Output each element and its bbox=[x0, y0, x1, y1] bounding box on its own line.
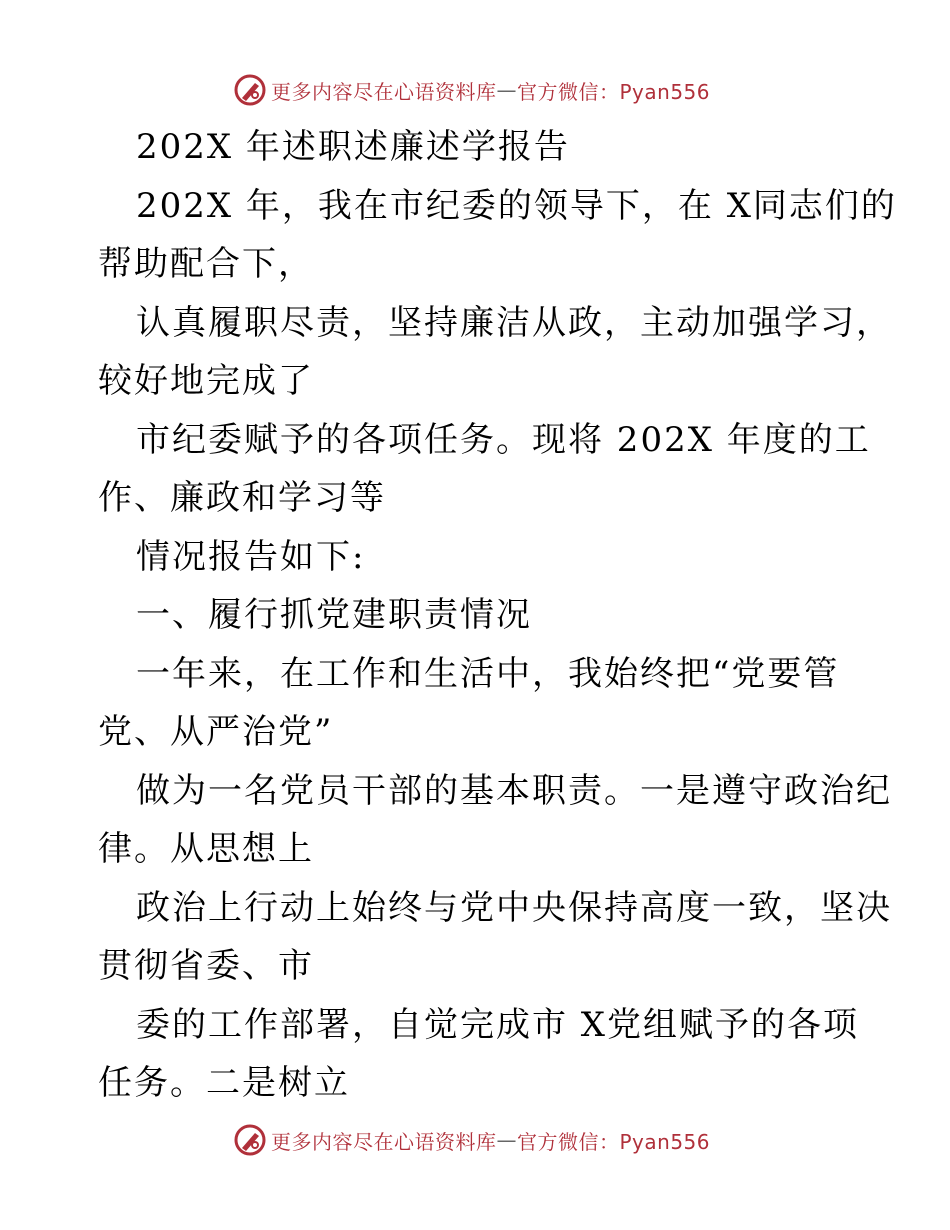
banner-text: 更多内容尽在心语资料库 bbox=[271, 1129, 497, 1154]
document-line: 情况报告如下: bbox=[136, 536, 366, 577]
document-line: 一、履行抓党建职责情况 bbox=[136, 595, 532, 635]
document-line: 政治上行动上始终与党中央保持高度一致，坚决 bbox=[136, 887, 892, 928]
document-line: 202X 年，我在市纪委的领导下，在 X同志们的 bbox=[136, 185, 897, 226]
document-line: 一年来，在工作和生活中，我始终把“党要管 bbox=[136, 653, 840, 694]
header-banner bbox=[233, 70, 710, 110]
document-line: 认真履职尽责，坚持廉洁从政，主动加强学习， bbox=[136, 302, 892, 343]
document-line: 市纪委赋予的各项任务。现将 202X 年度的工 bbox=[136, 419, 871, 460]
document-body bbox=[98, 118, 898, 1113]
footer-banner bbox=[233, 1120, 710, 1160]
document-line: 委的工作部署，自觉完成市 X党组赋予的各项 bbox=[136, 1004, 860, 1045]
document-line: 贯彻省委、市 bbox=[98, 946, 314, 986]
banner-separator: — bbox=[496, 1128, 517, 1152]
document-line: 作、廉政和学习等 bbox=[98, 478, 386, 518]
banner-separator: — bbox=[496, 78, 517, 102]
pen-seal-icon bbox=[233, 73, 267, 107]
banner-wechat: 官方微信：Pyan556 bbox=[517, 79, 711, 104]
document-line: 任务。二是树立 bbox=[98, 1063, 350, 1103]
document-line: 党、从严治党” bbox=[98, 712, 334, 752]
document-line: 较好地完成了 bbox=[98, 361, 314, 401]
document-line: 帮助配合下， bbox=[98, 244, 314, 284]
document-line: 做为一名党员干部的基本职责。一是遵守政治纪 bbox=[136, 770, 892, 811]
document-line: 202X 年述职述廉述学报告 bbox=[136, 127, 570, 167]
banner-wechat: 官方微信：Pyan556 bbox=[517, 1129, 711, 1154]
banner-text: 更多内容尽在心语资料库 bbox=[271, 79, 497, 104]
pen-seal-icon bbox=[233, 1123, 267, 1157]
document-line: 律。从思想上 bbox=[98, 829, 314, 869]
